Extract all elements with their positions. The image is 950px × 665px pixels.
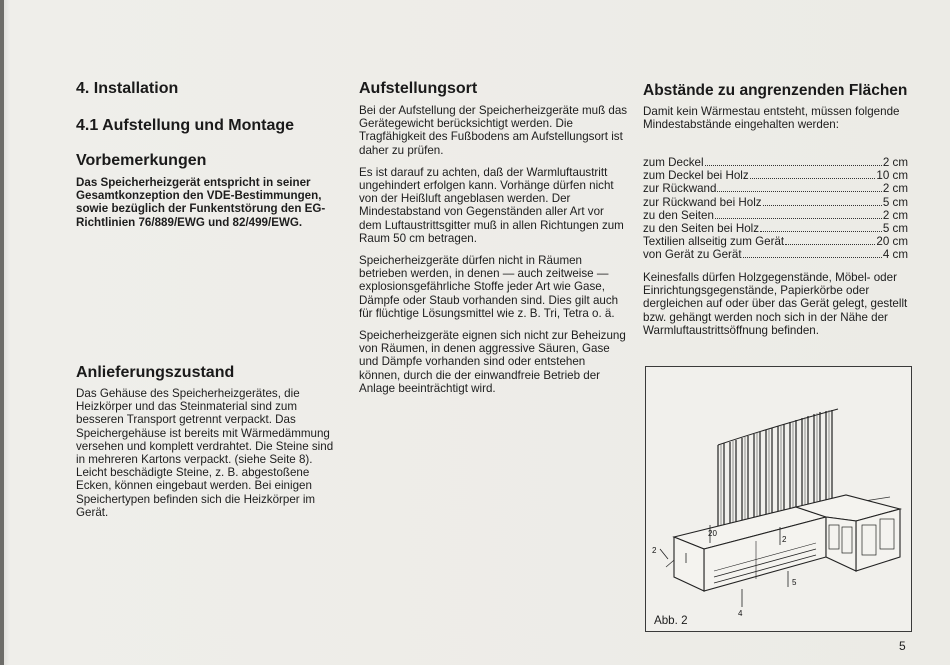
leader-dots xyxy=(705,156,882,166)
distance-label: zum Deckel xyxy=(643,156,704,169)
abstaende-heading: Abstände zu angrenzenden Flächen xyxy=(643,82,908,99)
dimension-label-top: 20 xyxy=(708,529,717,538)
aufstellungsort-paragraph: Speicherheizgeräte eignen sich nicht zur Beheizung von Räumen, in denen aggressive Säuren, Gase und Dämpfe vorhanden sind oder entstehen können, durch die der einwandfreie Betrieb der Anlage beeinträchtigt wird. xyxy=(359,329,626,395)
distance-label: zum Deckel bei Holz xyxy=(643,169,749,183)
section-title: 4. Installation xyxy=(76,80,179,97)
dimension-label-between: 4 xyxy=(738,609,743,618)
distance-row xyxy=(643,248,908,261)
figure-caption: Abb. 2 xyxy=(654,614,688,627)
subsection-title: 4.1 Aufstellung und Montage xyxy=(76,117,295,134)
distance-row xyxy=(643,182,908,195)
heater-graphic xyxy=(674,507,826,591)
distance-value: 5 cm xyxy=(882,195,908,209)
distance-row xyxy=(643,196,908,209)
distance-value: 20 cm xyxy=(876,235,908,249)
distance-row xyxy=(643,156,908,169)
aufstellungsort-body xyxy=(359,104,629,404)
leader-dots xyxy=(763,196,882,206)
distance-value: 5 cm xyxy=(882,222,908,236)
distance-label: zu den Seiten bei Holz xyxy=(643,222,760,236)
distance-label: von Gerät zu Gerät xyxy=(643,248,742,262)
aufstellungsort-paragraph: Es ist darauf zu achten, daß der Warmluftaustritt ungehindert erfolgen kann. Vorhänge dürfen nicht von der Heißluft angeblasen werden. Der Mindestabstand von Gegenständen aller Art vor dem Luftaustrittsgitter muß in allen Richtungen zum Raum 50 cm betragen. xyxy=(359,165,624,245)
vorbemerkungen-heading: Vorbemerkungen xyxy=(76,152,207,169)
abstaende-warning: Keinesfalls dürfen Holzgegenstände, Möbel- oder Einrichtungsgegenstände, Papierkörbe oder dergleichen auf oder über das Gerät gelegt, gestellt bzw. gehängt werden noch sich in der Nähe der Warmluftaustrittsöffnung befinden. xyxy=(643,271,908,337)
page-number: 5 xyxy=(899,639,906,653)
distance-label: Textilien allseitig zum Gerät xyxy=(643,235,785,249)
distance-label: zur Rückwand xyxy=(643,182,717,196)
distance-value: 10 cm xyxy=(876,169,908,183)
leader-dots xyxy=(743,248,882,258)
leader-dots xyxy=(750,169,876,179)
distance-list xyxy=(643,156,908,262)
installation-figure xyxy=(645,366,912,632)
leader-dots xyxy=(785,235,875,245)
anlieferungszustand-text: Das Gehäuse des Speicherheizgerätes, die Heizkörper und das Steinmaterial sind zum besseren Transport getrennt verpackt. Das Speichergehäuse ist bereits mit Wärmedämmung versehen und komplett verdrahtet. Die Steine sind in mehreren Kartons verpackt. (siehe Seite 8). Leicht beschädigte Steine, z. B. abgestoßene Ecken, können eingebaut werden. Bei einigen Speichertypen befinden sich die Heizkörper im Gerät. xyxy=(76,387,334,519)
leader-dots xyxy=(760,222,882,232)
aufstellungsort-paragraph: Bei der Aufstellung der Speicherheizgeräte muß das Gerätegewicht berücksichtigt werden. Die Tragfähigkeit des Fußbodens am Aufstellungsort ist daher zu prüfen. xyxy=(359,104,628,157)
vorbemerkungen-text: Das Speicherheizgerät entspricht in seiner Gesamtkonzeption den VDE-Bestimmungen, sowie bezüglich der Funkentstörung den EG-Richtlinien 76/889/EWG und 82/499/EWG. xyxy=(76,176,326,229)
binding-edge xyxy=(0,0,4,665)
distance-row xyxy=(643,169,908,182)
distance-label: zu den Seiten xyxy=(643,208,714,222)
leader-dots xyxy=(717,182,881,192)
distance-value: 2 cm xyxy=(882,208,908,222)
dimension-label-gap: 5 xyxy=(792,578,797,587)
distance-value: 4 cm xyxy=(882,248,908,262)
distance-value: 2 cm xyxy=(882,156,908,169)
distance-value: 2 cm xyxy=(882,182,908,196)
dimension-label-side: 2 xyxy=(652,546,657,555)
distance-row xyxy=(643,235,908,248)
distance-label: zur Rückwand bei Holz xyxy=(643,195,762,209)
aufstellungsort-paragraph: Speicherheizgeräte dürfen nicht in Räumen betrieben werden, in denen — auch zeitweise — explosionsgefährliche Stoffe jeder Art wie Gase, Dämpfe oder Staub vorhanden sind. Dies gilt auch für flüchtige Lösungsmittel wie z. B. Tri, Tetra o. ä. xyxy=(359,254,619,320)
abstaende-intro: Damit kein Wärmestau entsteht, müssen folgende Mindestabstände eingehalten werden: xyxy=(643,105,900,132)
aufstellungsort-heading: Aufstellungsort xyxy=(359,80,478,97)
distance-row xyxy=(643,209,908,222)
distance-row xyxy=(643,222,908,235)
heater-clearance-illustration xyxy=(646,367,911,631)
anlieferungszustand-heading: Anlieferungszustand xyxy=(76,364,235,381)
leader-dots xyxy=(715,209,882,219)
dimension-label-back: 2 xyxy=(782,535,787,544)
